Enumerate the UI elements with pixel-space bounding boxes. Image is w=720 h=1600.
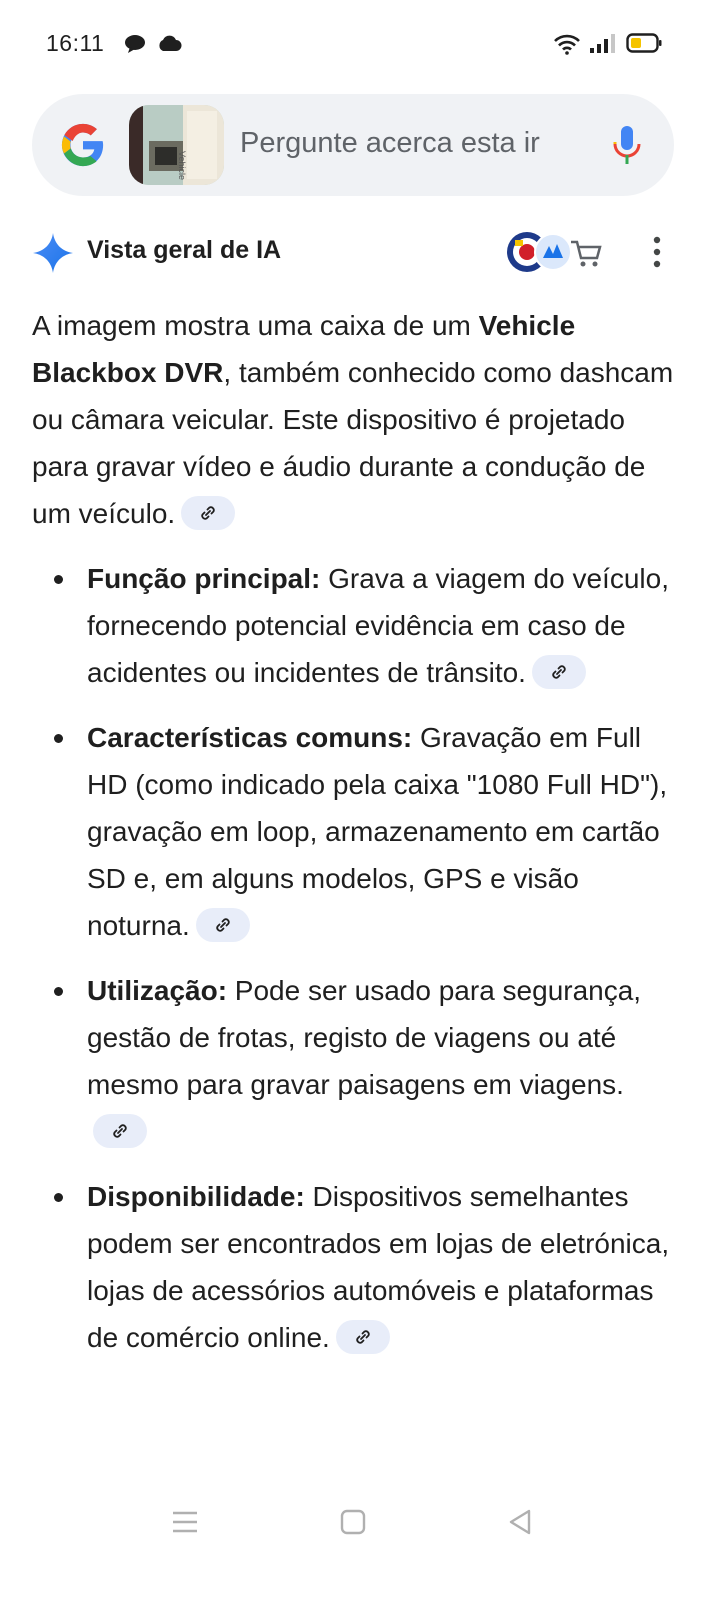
status-time: 16:11: [46, 30, 105, 56]
bullet-text: Grava a viagem do veículo, fornecendo potencial evidência em caso de acidentes ou incidentes de trânsito.: [87, 563, 669, 688]
feature-list: [32, 555, 682, 1361]
sparkle-icon: [32, 232, 74, 274]
source-link-chip[interactable]: [532, 655, 586, 689]
search-input[interactable]: Pergunte acerca esta ir: [240, 127, 540, 159]
intro-text-rest: , também conhecido como dashcam ou câmara veicular. Este dispositivo é projetado para gravar vídeo e áudio durante a condução de um veículo.: [32, 357, 674, 529]
bullet-title: Função principal:: [87, 563, 321, 594]
intro-paragraph: [32, 302, 682, 537]
ai-overview-title: Vista geral de IA: [87, 236, 282, 264]
source-link-chip[interactable]: [181, 496, 235, 530]
menu-nav-icon[interactable]: [170, 1507, 200, 1537]
link-icon: [198, 503, 218, 523]
image-thumbnail[interactable]: [129, 105, 224, 185]
source-favicons[interactable]: [505, 230, 605, 274]
mic-icon[interactable]: [612, 124, 642, 166]
link-icon: [549, 662, 569, 682]
intro-bold: Vehicle Blackbox DVR: [32, 310, 576, 388]
bullet-text: Dispositivos semelhantes podem ser encontrados em lojas de eletrónica, lojas de acessórios automóveis e plataformas de comércio online.: [87, 1181, 670, 1353]
bullet-title: Características comuns:: [87, 722, 413, 753]
list-item: [32, 714, 682, 949]
link-icon: [353, 1327, 373, 1347]
chat-bubble-icon: [124, 34, 146, 54]
search-bar[interactable]: [32, 94, 674, 196]
bullet-title: Disponibilidade:: [87, 1181, 305, 1212]
link-icon: [213, 915, 233, 935]
bullet-title: Utilização:: [87, 975, 228, 1006]
ai-overview-header: [0, 220, 720, 282]
list-item: [32, 555, 682, 696]
source-link-chip[interactable]: [196, 908, 250, 942]
scroll-fade: [0, 1455, 720, 1485]
bullet-text: Pode ser usado para segurança, gestão de frotas, registo de viagens ou até mesmo para gravar paisagens em viagens.: [87, 975, 642, 1100]
cloud-icon: [157, 35, 182, 51]
wifi-icon: [553, 33, 581, 55]
back-nav-icon[interactable]: [505, 1507, 535, 1537]
list-item: [32, 1173, 682, 1361]
status-bar: [0, 0, 720, 88]
intro-text: A imagem mostra uma caixa de um: [32, 310, 479, 341]
more-vert-icon[interactable]: [640, 232, 674, 272]
list-item: [32, 967, 682, 1155]
ai-overview-body: [32, 302, 682, 1379]
system-nav-bar: [0, 1485, 720, 1600]
link-icon: [110, 1121, 130, 1141]
battery-icon: [626, 33, 662, 53]
source-link-chip[interactable]: [93, 1114, 147, 1148]
thumbnail-label: Vehicle: [177, 151, 187, 181]
source-link-chip[interactable]: [336, 1320, 390, 1354]
bullet-text: Gravação em Full HD (como indicado pela caixa "1080 Full HD"), gravação em loop, armazenamento em cartão SD e, em alguns modelos, GPS e visão noturna.: [87, 722, 668, 941]
signal-icon: [588, 32, 616, 54]
home-nav-icon[interactable]: [338, 1507, 368, 1537]
google-logo-icon: [60, 122, 106, 168]
